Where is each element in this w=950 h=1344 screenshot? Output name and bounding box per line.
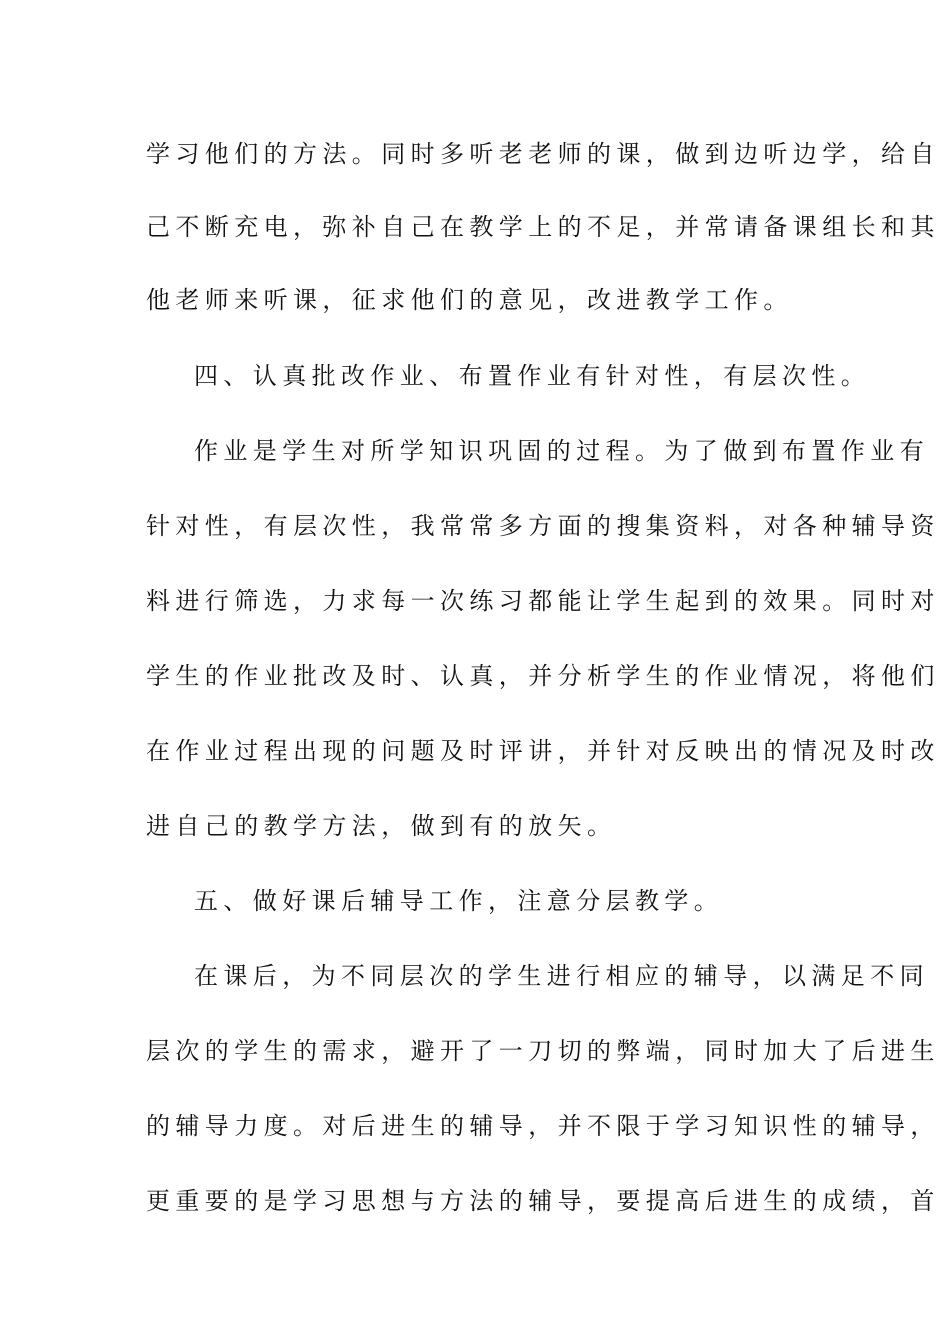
- text-line: 己不断充电，弥补自己在教学上的不足，并常请备课组长和其: [146, 213, 940, 241]
- text-line: 学习他们的方法。同时多听老老师的课，做到边听边学，给自: [146, 140, 940, 168]
- text-line: 针对性，有层次性，我常常多方面的搜集资料，对各种辅导资: [146, 512, 940, 540]
- text-line: 在课后，为不同层次的学生进行相应的辅导，以满足不同: [194, 962, 929, 990]
- text-line: 他老师来听课，征求他们的意见，改进教学工作。: [146, 286, 793, 314]
- text-line: 学生的作业批改及时、认真，并分析学生的作业情况，将他们: [146, 662, 940, 690]
- section-heading: 四、认真批改作业、布置作业有针对性，有层次性。: [194, 362, 871, 390]
- section-heading: 五、做好课后辅导工作，注意分层教学。: [194, 887, 724, 915]
- text-line: 在作业过程出现的问题及时评讲，并针对反映出的情况及时改: [146, 737, 940, 765]
- text-line: 作业是学生对所学知识巩固的过程。为了做到布置作业有: [194, 437, 929, 465]
- text-line: 的辅导力度。对后进生的辅导，并不限于学习知识性的辅导，: [146, 1112, 940, 1140]
- text-line: 更重要的是学习思想与方法的辅导，要提高后进生的成绩，首: [146, 1187, 940, 1215]
- text-line: 料进行筛选，力求每一次练习都能让学生起到的效果。同时对: [146, 587, 940, 615]
- text-line: 进自己的教学方法，做到有的放矢。: [146, 812, 617, 840]
- text-line: 层次的学生的需求，避开了一刀切的弊端，同时加大了后进生: [146, 1037, 940, 1065]
